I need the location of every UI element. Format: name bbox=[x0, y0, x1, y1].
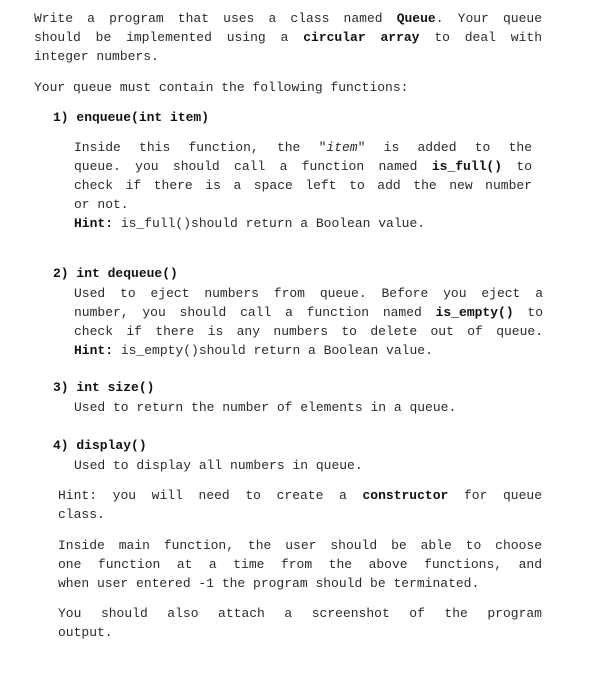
f1-text: to bbox=[502, 159, 532, 174]
function-2-title: 2) int dequeue() bbox=[53, 266, 178, 281]
intro-text: should be implemented using a bbox=[34, 30, 304, 45]
main-line-1: Inside main function, the user should be able to choose bbox=[58, 538, 542, 553]
attach-paragraph bbox=[58, 604, 542, 642]
f1-text: " is added to the bbox=[357, 140, 533, 155]
main-function-paragraph bbox=[58, 536, 542, 593]
f2-hint bbox=[74, 341, 543, 360]
attach-line-2: output. bbox=[58, 625, 113, 640]
intro-paragraph bbox=[34, 9, 542, 66]
function-1-description bbox=[74, 138, 532, 233]
main-line-2: one function at a time from the above functions, and bbox=[58, 557, 542, 572]
hint-label: Hint: bbox=[74, 216, 114, 231]
hint-text: Hint: you will need to create a bbox=[58, 488, 363, 503]
is-empty-keyword: is_empty() bbox=[435, 305, 514, 320]
function-4-description: Used to display all numbers in queue. bbox=[74, 458, 363, 473]
hint-text: for queue bbox=[448, 488, 543, 503]
f2-line-2 bbox=[74, 303, 543, 322]
intro-line-2 bbox=[34, 28, 542, 47]
hint-line-2: class. bbox=[58, 507, 105, 522]
f1-line-4: or not. bbox=[74, 197, 129, 212]
intro-line-3: integer numbers. bbox=[34, 49, 159, 64]
f1-line-2 bbox=[74, 157, 532, 176]
constructor-keyword: constructor bbox=[362, 488, 449, 503]
intro-text: to deal with bbox=[419, 30, 543, 45]
hint-text: is_empty()should return a Boolean value. bbox=[113, 343, 433, 358]
hint-label: Hint: bbox=[74, 343, 114, 358]
attach-line-1: You should also attach a screenshot of the program bbox=[58, 606, 542, 621]
f1-text: Inside this function, the " bbox=[74, 140, 327, 155]
functions-heading: Your queue must contain the following functions: bbox=[34, 80, 409, 95]
intro-line-1 bbox=[34, 9, 542, 28]
circular-array-keyword: circular array bbox=[303, 30, 420, 45]
queue-keyword: Queue bbox=[396, 11, 436, 26]
intro-text: . Your queue bbox=[435, 11, 542, 26]
f2-line-3: check if there is any numbers to delete out of queue. bbox=[74, 324, 543, 339]
is-full-keyword: is_full() bbox=[431, 159, 503, 174]
constructor-hint bbox=[58, 486, 542, 524]
hint-line-1 bbox=[58, 486, 542, 505]
f2-line-1: Used to eject numbers from queue. Before you eject a bbox=[74, 286, 543, 301]
function-4-title: 4) display() bbox=[53, 438, 147, 453]
f1-line-1 bbox=[74, 138, 532, 157]
f1-line-3: check if there is a space left to add the new number bbox=[74, 178, 532, 193]
f1-text: queue. you should call a function named bbox=[74, 159, 432, 174]
function-3-title: 3) int size() bbox=[53, 380, 155, 395]
f2-text: number, you should call a function named bbox=[74, 305, 436, 320]
f1-hint bbox=[74, 214, 532, 233]
function-2-description bbox=[74, 284, 543, 360]
function-3-description: Used to return the number of elements in a queue. bbox=[74, 400, 457, 415]
f2-text: to bbox=[513, 305, 543, 320]
item-param: item bbox=[326, 140, 358, 155]
hint-text: is_full()should return a Boolean value. bbox=[113, 216, 426, 231]
function-1-title: 1) enqueue(int item) bbox=[53, 110, 210, 125]
intro-text: Write a program that uses a class named bbox=[34, 11, 397, 26]
main-line-3: when user entered -1 the program should be terminated. bbox=[58, 576, 480, 591]
